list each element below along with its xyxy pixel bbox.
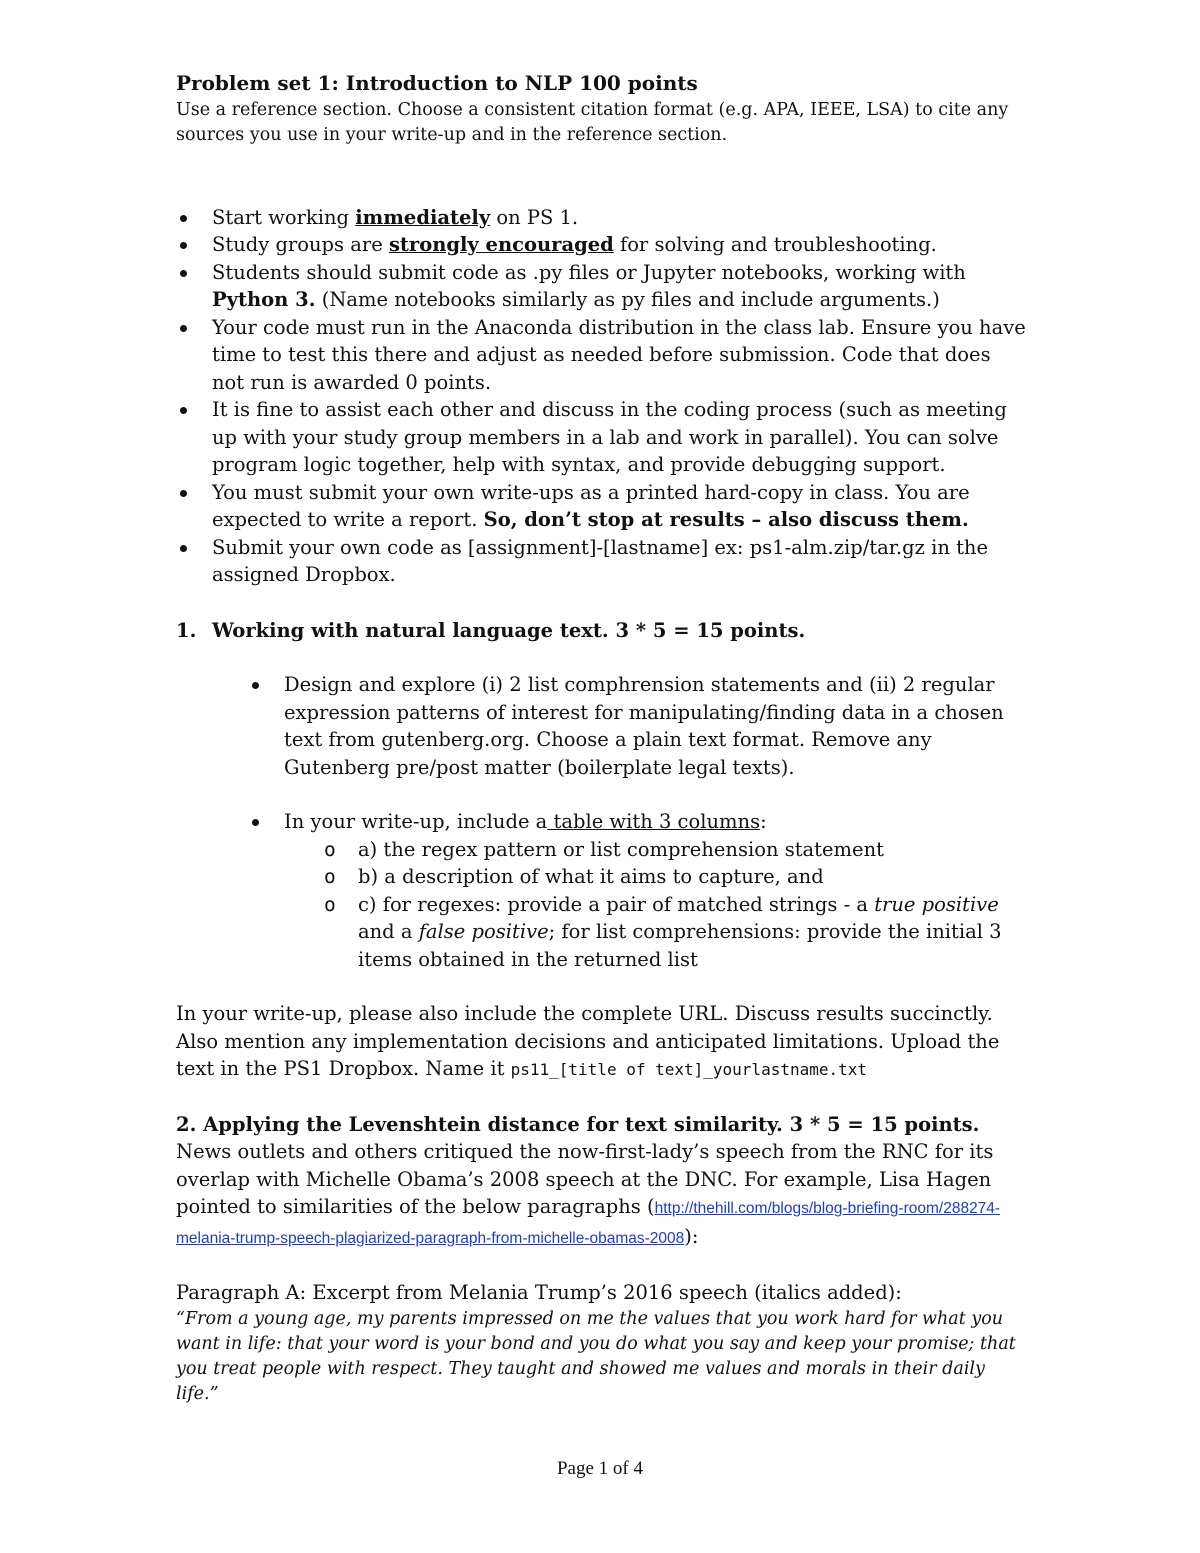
paragraph-a-quote: “From a young age, my parents impressed on me the values that you work hard for what you want in life: that your word is your bond and you do what you say and keep your promise; that you treat people with respect. They taught and showed me values and morals in their daily life.” xyxy=(176,1308,1016,1404)
emphasis-strongly-encouraged: strongly encouraged xyxy=(388,233,614,256)
section-1-list xyxy=(248,671,1026,781)
section-1-list-2 xyxy=(248,808,1026,836)
spacer xyxy=(248,781,1026,808)
list-item: You must submit your own write-ups as a printed hard-copy in class. You are expected to write a report. So, don’t stop at results – also discuss them. xyxy=(176,479,1026,534)
page-content xyxy=(176,70,1026,1407)
instructions-list xyxy=(176,204,1026,589)
emphasis-immediately: immediately xyxy=(355,205,491,229)
page-title: Problem set 1: Introduction to NLP 100 points xyxy=(176,71,698,95)
list-item: It is fine to assist each other and discuss in the coding process (such as meeting up with your study group members in a lab and work in parallel). You can solve program logic together, help with syntax, and provide debugging support. xyxy=(176,396,1026,479)
table-requirement: table with 3 columns xyxy=(547,810,761,833)
citation-note: Use a reference section. Choose a consistent citation format (e.g. APA, IEEE, LSA) to cite any sources you use in your write-up and in the reference section. xyxy=(176,99,1009,145)
list-item: o c) for regexes: provide a pair of matched strings - a true positive and a false positive; for list comprehensions: provide the initial 3 items obtained in the returned list xyxy=(324,891,1026,974)
list-item: Students should submit code as .py files or Jupyter notebooks, working with Python 3. (Name notebooks similarly as py files and include arguments.) xyxy=(176,259,1026,314)
page-number: Page 1 of 4 xyxy=(556,1458,643,1479)
spacer xyxy=(176,644,1026,671)
list-item: Submit your own code as [assignment]-[lastname] ex: ps1-alm.zip/tar.gz in the assigned Dropbox. xyxy=(176,534,1026,589)
emphasis-discuss: So, don’t stop at results – also discuss them. xyxy=(483,508,969,531)
list-item: o b) a description of what it aims to capture, and xyxy=(324,863,1026,891)
article-link[interactable]: http://thehill.com/blogs/blog-briefing-room/288274-melania-trump-speech-plagiarized-paragraph-from-michelle-obamas-2008 xyxy=(176,1200,1001,1247)
section-1-closing: In your write-up, please also include the complete URL. Discuss results succinctly. Also mention any implementation decisions and anticipated limitations. Upload the text in the PS1 Dropbox. Name it ps11_[title of text]_yourlastname.txt xyxy=(176,1002,1000,1080)
list-item: In your write-up, include a table with 3 columns: xyxy=(248,808,1026,836)
spacer xyxy=(176,973,1026,1000)
filename: ps11_[title of text]_yourlastname.txt xyxy=(510,1060,868,1079)
list-item: Your code must run in the Anaconda distribution in the class lab. Ensure you have time to test this there and adjust as needed before submission. Code that does not run is awarded 0 points. xyxy=(176,314,1026,397)
spacer xyxy=(176,1252,1026,1279)
spacer xyxy=(176,148,1026,204)
list-item: Design and explore (i) 2 list comphrension statements and (ii) 2 regular expression patterns of interest for manipulating/finding data in a chosen text from gutenberg.org. Choose a plain text format. Remove any Gutenberg pre/post matter (boilerplate legal texts). xyxy=(248,671,1026,781)
section-1-heading: 1. Working with natural language text. 3 * 5 = 15 points. xyxy=(176,618,806,642)
section-1-body xyxy=(176,671,1026,973)
paragraph-a-label: Paragraph A: Excerpt from Melania Trump’s 2016 speech (italics added): xyxy=(176,1281,902,1304)
spacer xyxy=(176,1084,1026,1111)
list-item: o a) the regex pattern or list comprehension statement xyxy=(324,836,1026,864)
list-item: Start working immediately on PS 1. xyxy=(176,204,1026,232)
column-list xyxy=(248,836,1026,974)
list-item: Study groups are strongly encouraged for solving and troubleshooting. xyxy=(176,231,1026,259)
emphasis-python3: Python 3. xyxy=(212,288,316,311)
section-2-heading: 2. Applying the Levenshtein distance for text similarity. 3 * 5 = 15 points. xyxy=(176,1112,980,1136)
section-2-body: News outlets and others critiqued the now-first-lady’s speech from the RNC for its overlap with Michelle Obama’s 2008 speech at the DNC. For example, Lisa Hagen pointed to similarities of the below paragraphs (http://thehill.com/blogs/blog-briefing-room/288274-melania-trump-speech-plagiarized-paragraph-from-michelle-obamas-2008): xyxy=(176,1140,1001,1248)
spacer xyxy=(176,589,1026,617)
